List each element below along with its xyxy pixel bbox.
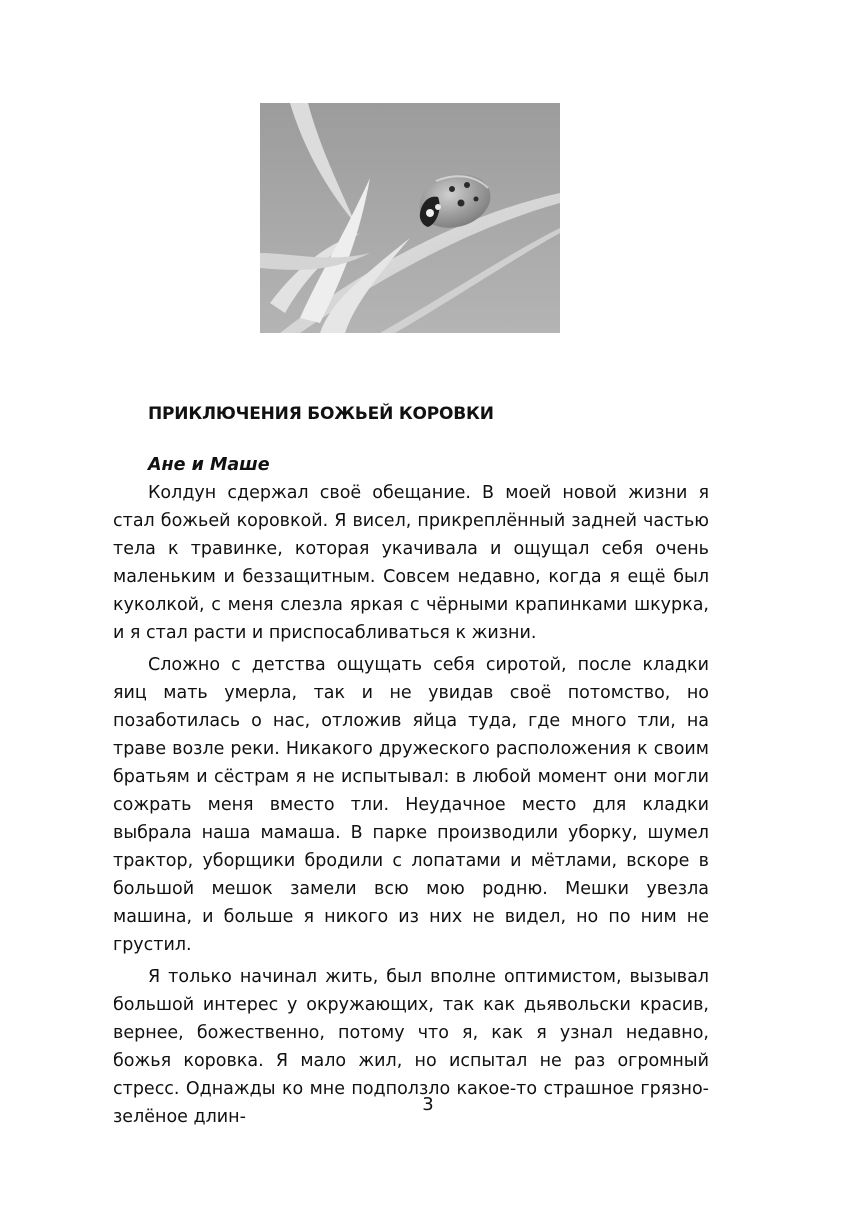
page-number: 3 [422,1094,434,1115]
ladybug-illustration [260,103,560,333]
paragraph-2: Сложно с детства ощущать себя сиротой, после кладки яиц мать умерла, так и не увидав своё потомство, но позаботилась о нас, отложив яйца туда, где много тли, на траве возле реки. Никакого дружеского расположения к своим братьям и сёстрам я не испытывал: в любой момент они могли сожрать меня вместо тли. Неудачное место для кладки выбрала наша мамаша. В парке производили уборку, шумел трактор, уборщики бродили с лопатами и мётлами, вскоре в большой мешок замели всю мою родню. Мешки увезла машина, и больше я никого из них не видел, но по ним не грустил. [113,655,709,955]
ladybug-photo [260,103,560,333]
story-body [113,451,709,1135]
paragraph-3: Я только начинал жить, был вполне оптимистом, вызывал большой интерес у окружающих, так как дьявольски красив, вернее, божественно, потому что я, как я узнал недавно, божья коровка. Я мало жил, но испытал не раз огромный стресс. Однажды ко мне подползло какое-то страшное грязно-зелёное длин- [113,967,709,1127]
paragraph-1: Колдун сдержал своё обещание. В моей новой жизни я стал божьей коровкой. Я висел, прикреплённый задней частью тела к травинке, которая укачивала и ощущал себя очень маленьким и беззащитным. Совсем недавно, когда я ещё был куколкой, с меня слезла яркая с чёрными крапинками шкурка, и я стал расти и приспосабливаться к жизни. [113,483,709,643]
story-title: ПРИКЛЮЧЕНИЯ БОЖЬЕЙ КОРОВКИ [148,404,494,424]
dedication: Ане и Маше [148,455,270,475]
